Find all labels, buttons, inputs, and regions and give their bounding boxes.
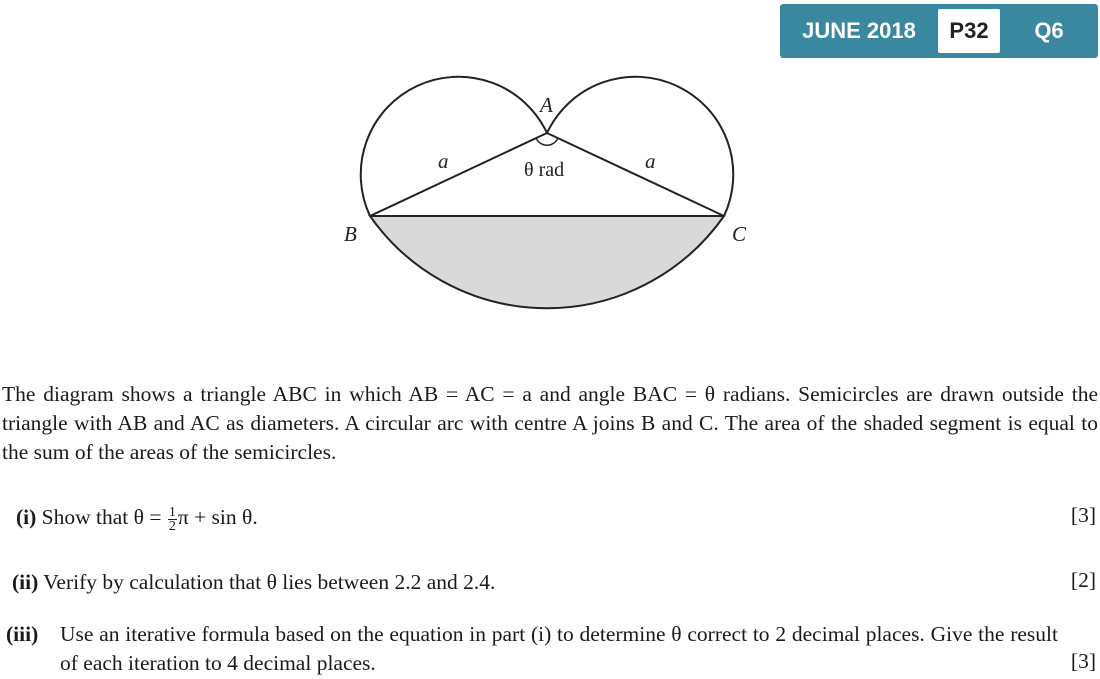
label-side-ab: a — [438, 149, 449, 173]
part-ii-text: Verify by calculation that θ lies between 2.2 and 2.4. — [43, 570, 496, 594]
part-ii-number: (ii) — [12, 570, 39, 594]
label-angle: θ rad — [524, 159, 565, 181]
triangle-semicircles-diagram — [330, 70, 760, 340]
label-b-vertex: B — [344, 222, 357, 246]
fraction-half — [168, 506, 177, 533]
part-ii — [12, 568, 495, 597]
exam-reference-badge — [780, 4, 1098, 58]
part-iii — [6, 620, 1098, 678]
angle-mark — [536, 138, 558, 145]
part-i-number: (i) — [16, 505, 37, 529]
part-ii-marks: [2] — [1070, 568, 1096, 592]
badge-paper: P32 — [938, 9, 1000, 53]
part-i — [16, 503, 258, 533]
label-c-vertex: C — [732, 222, 747, 246]
badge-question: Q6 — [1034, 18, 1064, 43]
part-iii-text: Use an iterative formula based on the equation in part (i) to determine θ correct to 2 decimal places. Give the result of each iteration to 4 decimal places. — [60, 622, 1058, 675]
shaded-segment — [370, 216, 724, 308]
fraction-denominator: 2 — [168, 518, 176, 534]
side-ac — [547, 133, 724, 216]
question-intro: The diagram shows a triangle ABC in which AB = AC = a and angle BAC = θ radians. Semicircles are drawn outside the triangle with AB and AC as diameters. A circular arc with centre A joins B and C. The area of the shaded segment is equal to the sum of the areas of the semicircles. — [2, 382, 1098, 464]
side-ab — [370, 133, 547, 216]
label-a-vertex: A — [540, 93, 553, 117]
label-side-ac: a — [645, 149, 656, 173]
part-i-marks: [3] — [1070, 503, 1096, 527]
part-iii-number: (iii) — [6, 622, 39, 646]
badge-session: JUNE 2018 — [802, 18, 916, 43]
part-iii-marks: [3] — [1070, 649, 1096, 673]
part-i-text-before: Show that θ = — [41, 505, 162, 529]
part-i-text-after: π + sin θ. — [177, 505, 258, 529]
fraction-numerator: 1 — [168, 504, 176, 520]
